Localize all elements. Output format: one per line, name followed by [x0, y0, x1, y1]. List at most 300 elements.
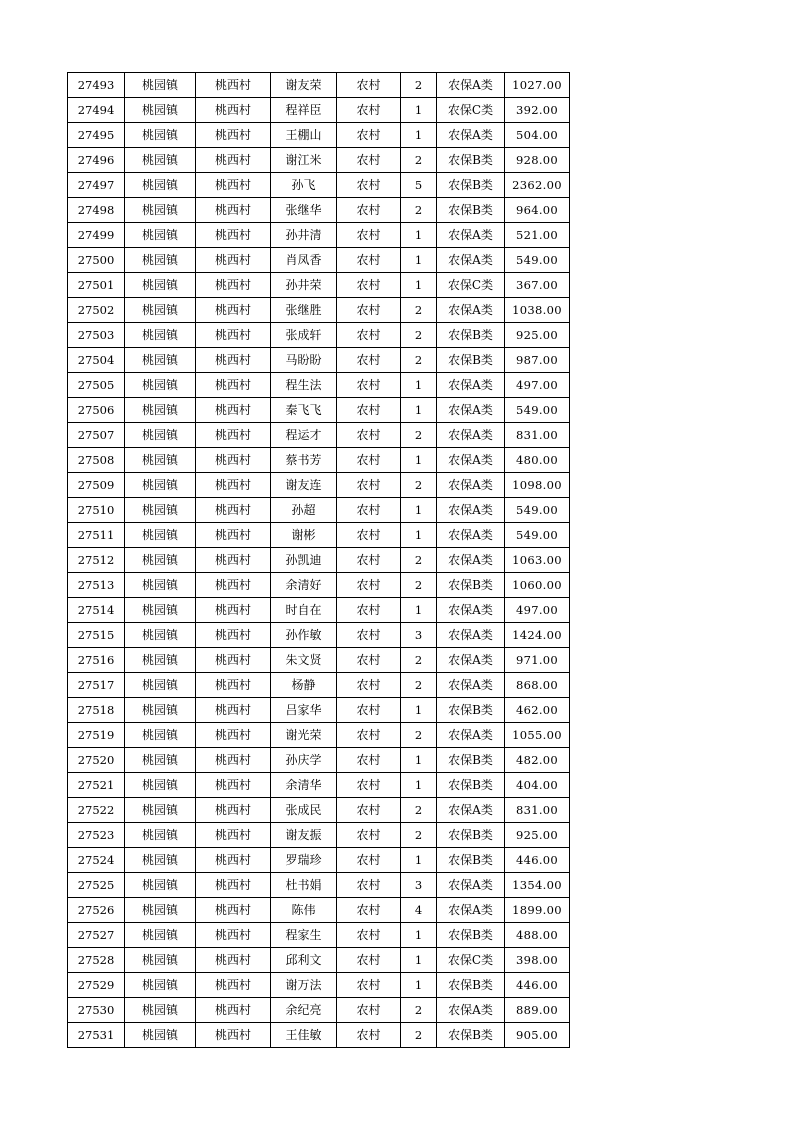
town-cell: 桃园镇: [125, 898, 196, 923]
person-name-cell: 蔡书芳: [271, 448, 337, 473]
town-cell: 桃园镇: [125, 173, 196, 198]
village-cell: 桃西村: [196, 673, 271, 698]
village-cell: 桃西村: [196, 573, 271, 598]
town-cell: 桃园镇: [125, 873, 196, 898]
member-count-cell: 1: [401, 973, 437, 998]
village-cell: 桃西村: [196, 198, 271, 223]
village-cell: 桃西村: [196, 723, 271, 748]
amount-cell: 889.00: [505, 998, 570, 1023]
household-type-cell: 农村: [337, 448, 401, 473]
village-cell: 桃西村: [196, 273, 271, 298]
town-cell: 桃园镇: [125, 348, 196, 373]
insurance-category-cell: 农保B类: [437, 823, 505, 848]
table-row: [68, 998, 570, 1023]
household-type-cell: 农村: [337, 98, 401, 123]
record-id-cell: 27530: [68, 998, 125, 1023]
table-row: [68, 923, 570, 948]
insurance-category-cell: 农保A类: [437, 73, 505, 98]
insurance-category-cell: 农保C类: [437, 273, 505, 298]
village-cell: 桃西村: [196, 873, 271, 898]
person-name-cell: 杨静: [271, 673, 337, 698]
record-id-cell: 27522: [68, 798, 125, 823]
town-cell: 桃园镇: [125, 148, 196, 173]
member-count-cell: 2: [401, 723, 437, 748]
town-cell: 桃园镇: [125, 948, 196, 973]
village-cell: 桃西村: [196, 748, 271, 773]
member-count-cell: 2: [401, 823, 437, 848]
amount-cell: 831.00: [505, 798, 570, 823]
town-cell: 桃园镇: [125, 423, 196, 448]
table-row: [68, 1023, 570, 1048]
person-name-cell: 程家生: [271, 923, 337, 948]
insurance-category-cell: 农保B类: [437, 348, 505, 373]
person-name-cell: 罗瑞珍: [271, 848, 337, 873]
town-cell: 桃园镇: [125, 573, 196, 598]
insurance-category-cell: 农保A类: [437, 648, 505, 673]
table-row: [68, 73, 570, 98]
person-name-cell: 时自在: [271, 598, 337, 623]
village-cell: 桃西村: [196, 448, 271, 473]
village-cell: 桃西村: [196, 623, 271, 648]
insurance-category-cell: 农保B类: [437, 748, 505, 773]
village-cell: 桃西村: [196, 773, 271, 798]
household-type-cell: 农村: [337, 548, 401, 573]
record-id-cell: 27515: [68, 623, 125, 648]
record-id-cell: 27497: [68, 173, 125, 198]
record-id-cell: 27510: [68, 498, 125, 523]
household-type-cell: 农村: [337, 623, 401, 648]
records-table: [67, 72, 570, 1048]
member-count-cell: 1: [401, 923, 437, 948]
record-id-cell: 27496: [68, 148, 125, 173]
person-name-cell: 肖凤香: [271, 248, 337, 273]
insurance-category-cell: 农保B类: [437, 1023, 505, 1048]
town-cell: 桃园镇: [125, 273, 196, 298]
member-count-cell: 5: [401, 173, 437, 198]
amount-cell: 497.00: [505, 598, 570, 623]
record-id-cell: 27529: [68, 973, 125, 998]
village-cell: 桃西村: [196, 348, 271, 373]
record-id-cell: 27507: [68, 423, 125, 448]
insurance-category-cell: 农保A类: [437, 248, 505, 273]
town-cell: 桃园镇: [125, 398, 196, 423]
town-cell: 桃园镇: [125, 623, 196, 648]
table-row: [68, 173, 570, 198]
household-type-cell: 农村: [337, 398, 401, 423]
village-cell: 桃西村: [196, 848, 271, 873]
insurance-category-cell: 农保C类: [437, 948, 505, 973]
amount-cell: 392.00: [505, 98, 570, 123]
person-name-cell: 谢光荣: [271, 723, 337, 748]
member-count-cell: 2: [401, 473, 437, 498]
member-count-cell: 1: [401, 448, 437, 473]
household-type-cell: 农村: [337, 73, 401, 98]
table-row: [68, 498, 570, 523]
record-id-cell: 27512: [68, 548, 125, 573]
village-cell: 桃西村: [196, 998, 271, 1023]
amount-cell: 482.00: [505, 748, 570, 773]
insurance-category-cell: 农保B类: [437, 698, 505, 723]
person-name-cell: 王佳敏: [271, 1023, 337, 1048]
insurance-category-cell: 农保A类: [437, 448, 505, 473]
insurance-category-cell: 农保A类: [437, 623, 505, 648]
record-id-cell: 27514: [68, 598, 125, 623]
village-cell: 桃西村: [196, 498, 271, 523]
member-count-cell: 1: [401, 948, 437, 973]
table-row: [68, 223, 570, 248]
member-count-cell: 3: [401, 623, 437, 648]
member-count-cell: 1: [401, 698, 437, 723]
insurance-category-cell: 农保A类: [437, 723, 505, 748]
record-id-cell: 27524: [68, 848, 125, 873]
insurance-category-cell: 农保A类: [437, 798, 505, 823]
village-cell: 桃西村: [196, 548, 271, 573]
record-id-cell: 27502: [68, 298, 125, 323]
record-id-cell: 27527: [68, 923, 125, 948]
village-cell: 桃西村: [196, 298, 271, 323]
household-type-cell: 农村: [337, 823, 401, 848]
town-cell: 桃园镇: [125, 723, 196, 748]
amount-cell: 367.00: [505, 273, 570, 298]
village-cell: 桃西村: [196, 323, 271, 348]
household-type-cell: 农村: [337, 698, 401, 723]
household-type-cell: 农村: [337, 898, 401, 923]
record-id-cell: 27519: [68, 723, 125, 748]
amount-cell: 521.00: [505, 223, 570, 248]
record-id-cell: 27511: [68, 523, 125, 548]
insurance-category-cell: 农保A类: [437, 548, 505, 573]
member-count-cell: 1: [401, 98, 437, 123]
member-count-cell: 1: [401, 248, 437, 273]
table-row: [68, 398, 570, 423]
member-count-cell: 2: [401, 1023, 437, 1048]
record-id-cell: 27523: [68, 823, 125, 848]
table-row: [68, 548, 570, 573]
amount-cell: 549.00: [505, 248, 570, 273]
table-row: [68, 198, 570, 223]
person-name-cell: 谢江米: [271, 148, 337, 173]
amount-cell: 497.00: [505, 373, 570, 398]
member-count-cell: 2: [401, 423, 437, 448]
table-row: [68, 373, 570, 398]
record-id-cell: 27521: [68, 773, 125, 798]
village-cell: 桃西村: [196, 223, 271, 248]
person-name-cell: 张成轩: [271, 323, 337, 348]
person-name-cell: 王棚山: [271, 123, 337, 148]
person-name-cell: 朱文贤: [271, 648, 337, 673]
village-cell: 桃西村: [196, 423, 271, 448]
person-name-cell: 孙凯迪: [271, 548, 337, 573]
household-type-cell: 农村: [337, 473, 401, 498]
amount-cell: 404.00: [505, 773, 570, 798]
insurance-category-cell: 农保B类: [437, 198, 505, 223]
village-cell: 桃西村: [196, 473, 271, 498]
household-type-cell: 农村: [337, 923, 401, 948]
household-type-cell: 农村: [337, 773, 401, 798]
amount-cell: 868.00: [505, 673, 570, 698]
record-id-cell: 27531: [68, 1023, 125, 1048]
record-id-cell: 27508: [68, 448, 125, 473]
insurance-category-cell: 农保B类: [437, 323, 505, 348]
member-count-cell: 3: [401, 873, 437, 898]
village-cell: 桃西村: [196, 798, 271, 823]
record-id-cell: 27499: [68, 223, 125, 248]
insurance-category-cell: 农保B类: [437, 923, 505, 948]
amount-cell: 1424.00: [505, 623, 570, 648]
insurance-category-cell: 农保B类: [437, 173, 505, 198]
table-row: [68, 523, 570, 548]
person-name-cell: 谢友连: [271, 473, 337, 498]
town-cell: 桃园镇: [125, 473, 196, 498]
person-name-cell: 谢友振: [271, 823, 337, 848]
member-count-cell: 2: [401, 348, 437, 373]
household-type-cell: 农村: [337, 173, 401, 198]
amount-cell: 549.00: [505, 398, 570, 423]
town-cell: 桃园镇: [125, 673, 196, 698]
amount-cell: 1063.00: [505, 548, 570, 573]
insurance-category-cell: 农保A类: [437, 898, 505, 923]
insurance-category-cell: 农保A类: [437, 123, 505, 148]
member-count-cell: 2: [401, 573, 437, 598]
amount-cell: 971.00: [505, 648, 570, 673]
insurance-category-cell: 农保A类: [437, 523, 505, 548]
village-cell: 桃西村: [196, 923, 271, 948]
village-cell: 桃西村: [196, 398, 271, 423]
table-row: [68, 323, 570, 348]
record-id-cell: 27516: [68, 648, 125, 673]
person-name-cell: 杜书娟: [271, 873, 337, 898]
amount-cell: 925.00: [505, 323, 570, 348]
amount-cell: 1055.00: [505, 723, 570, 748]
town-cell: 桃园镇: [125, 798, 196, 823]
household-type-cell: 农村: [337, 798, 401, 823]
insurance-category-cell: 农保A类: [437, 998, 505, 1023]
person-name-cell: 程运才: [271, 423, 337, 448]
town-cell: 桃园镇: [125, 648, 196, 673]
member-count-cell: 1: [401, 398, 437, 423]
table-row: [68, 623, 570, 648]
household-type-cell: 农村: [337, 598, 401, 623]
town-cell: 桃园镇: [125, 773, 196, 798]
records-body: [68, 73, 570, 1048]
amount-cell: 504.00: [505, 123, 570, 148]
household-type-cell: 农村: [337, 323, 401, 348]
person-name-cell: 程生法: [271, 373, 337, 398]
member-count-cell: 2: [401, 648, 437, 673]
household-type-cell: 农村: [337, 348, 401, 373]
insurance-category-cell: 农保B类: [437, 773, 505, 798]
insurance-category-cell: 农保B类: [437, 973, 505, 998]
person-name-cell: 陈伟: [271, 898, 337, 923]
member-count-cell: 1: [401, 498, 437, 523]
table-row: [68, 423, 570, 448]
table-row: [68, 973, 570, 998]
person-name-cell: 秦飞飞: [271, 398, 337, 423]
member-count-cell: 1: [401, 598, 437, 623]
household-type-cell: 农村: [337, 273, 401, 298]
person-name-cell: 余清华: [271, 773, 337, 798]
table-row: [68, 648, 570, 673]
town-cell: 桃园镇: [125, 548, 196, 573]
record-id-cell: 27493: [68, 73, 125, 98]
town-cell: 桃园镇: [125, 98, 196, 123]
person-name-cell: 马盼盼: [271, 348, 337, 373]
town-cell: 桃园镇: [125, 998, 196, 1023]
household-type-cell: 农村: [337, 573, 401, 598]
village-cell: 桃西村: [196, 1023, 271, 1048]
village-cell: 桃西村: [196, 173, 271, 198]
table-row: [68, 773, 570, 798]
insurance-category-cell: 农保C类: [437, 98, 505, 123]
table-row: [68, 248, 570, 273]
town-cell: 桃园镇: [125, 973, 196, 998]
household-type-cell: 农村: [337, 1023, 401, 1048]
person-name-cell: 张继胜: [271, 298, 337, 323]
person-name-cell: 孙作敏: [271, 623, 337, 648]
amount-cell: 549.00: [505, 498, 570, 523]
person-name-cell: 孙井荣: [271, 273, 337, 298]
table-row: [68, 123, 570, 148]
table-row: [68, 473, 570, 498]
town-cell: 桃园镇: [125, 748, 196, 773]
record-id-cell: 27525: [68, 873, 125, 898]
member-count-cell: 1: [401, 848, 437, 873]
record-id-cell: 27505: [68, 373, 125, 398]
record-id-cell: 27501: [68, 273, 125, 298]
village-cell: 桃西村: [196, 73, 271, 98]
table-row: [68, 798, 570, 823]
person-name-cell: 孙庆学: [271, 748, 337, 773]
town-cell: 桃园镇: [125, 123, 196, 148]
person-name-cell: 余纪亮: [271, 998, 337, 1023]
record-id-cell: 27498: [68, 198, 125, 223]
record-id-cell: 27504: [68, 348, 125, 373]
table-row: [68, 823, 570, 848]
village-cell: 桃西村: [196, 823, 271, 848]
insurance-category-cell: 农保B类: [437, 573, 505, 598]
amount-cell: 925.00: [505, 823, 570, 848]
amount-cell: 1038.00: [505, 298, 570, 323]
amount-cell: 446.00: [505, 848, 570, 873]
household-type-cell: 农村: [337, 248, 401, 273]
village-cell: 桃西村: [196, 598, 271, 623]
household-type-cell: 农村: [337, 848, 401, 873]
member-count-cell: 2: [401, 548, 437, 573]
record-id-cell: 27495: [68, 123, 125, 148]
amount-cell: 831.00: [505, 423, 570, 448]
village-cell: 桃西村: [196, 148, 271, 173]
household-type-cell: 农村: [337, 198, 401, 223]
table-row: [68, 573, 570, 598]
town-cell: 桃园镇: [125, 498, 196, 523]
insurance-category-cell: 农保A类: [437, 598, 505, 623]
person-name-cell: 孙超: [271, 498, 337, 523]
town-cell: 桃园镇: [125, 373, 196, 398]
member-count-cell: 2: [401, 148, 437, 173]
amount-cell: 1098.00: [505, 473, 570, 498]
amount-cell: 1027.00: [505, 73, 570, 98]
table-row: [68, 723, 570, 748]
insurance-category-cell: 农保A类: [437, 498, 505, 523]
household-type-cell: 农村: [337, 948, 401, 973]
town-cell: 桃园镇: [125, 598, 196, 623]
person-name-cell: 余清好: [271, 573, 337, 598]
household-type-cell: 农村: [337, 223, 401, 248]
member-count-cell: 1: [401, 373, 437, 398]
town-cell: 桃园镇: [125, 923, 196, 948]
person-name-cell: 孙井清: [271, 223, 337, 248]
town-cell: 桃园镇: [125, 848, 196, 873]
town-cell: 桃园镇: [125, 298, 196, 323]
record-id-cell: 27506: [68, 398, 125, 423]
table-row: [68, 898, 570, 923]
member-count-cell: 2: [401, 798, 437, 823]
household-type-cell: 农村: [337, 523, 401, 548]
amount-cell: 480.00: [505, 448, 570, 473]
household-type-cell: 农村: [337, 498, 401, 523]
member-count-cell: 1: [401, 273, 437, 298]
member-count-cell: 2: [401, 998, 437, 1023]
person-name-cell: 吕家华: [271, 698, 337, 723]
village-cell: 桃西村: [196, 373, 271, 398]
table-row: [68, 748, 570, 773]
member-count-cell: 2: [401, 73, 437, 98]
table-row: [68, 848, 570, 873]
record-id-cell: 27500: [68, 248, 125, 273]
town-cell: 桃园镇: [125, 523, 196, 548]
amount-cell: 1354.00: [505, 873, 570, 898]
insurance-category-cell: 农保A类: [437, 873, 505, 898]
record-id-cell: 27526: [68, 898, 125, 923]
village-cell: 桃西村: [196, 898, 271, 923]
village-cell: 桃西村: [196, 98, 271, 123]
person-name-cell: 谢万法: [271, 973, 337, 998]
insurance-category-cell: 农保A类: [437, 423, 505, 448]
record-id-cell: 27528: [68, 948, 125, 973]
amount-cell: 446.00: [505, 973, 570, 998]
town-cell: 桃园镇: [125, 823, 196, 848]
amount-cell: 905.00: [505, 1023, 570, 1048]
member-count-cell: 2: [401, 673, 437, 698]
member-count-cell: 1: [401, 523, 437, 548]
person-name-cell: 张继华: [271, 198, 337, 223]
amount-cell: 462.00: [505, 698, 570, 723]
person-name-cell: 谢彬: [271, 523, 337, 548]
village-cell: 桃西村: [196, 973, 271, 998]
person-name-cell: 张成民: [271, 798, 337, 823]
town-cell: 桃园镇: [125, 323, 196, 348]
table-row: [68, 873, 570, 898]
table-row: [68, 348, 570, 373]
household-type-cell: 农村: [337, 873, 401, 898]
town-cell: 桃园镇: [125, 198, 196, 223]
household-type-cell: 农村: [337, 123, 401, 148]
insurance-category-cell: 农保B类: [437, 148, 505, 173]
village-cell: 桃西村: [196, 248, 271, 273]
record-id-cell: 27503: [68, 323, 125, 348]
person-name-cell: 孙飞: [271, 173, 337, 198]
amount-cell: 1060.00: [505, 573, 570, 598]
amount-cell: 488.00: [505, 923, 570, 948]
town-cell: 桃园镇: [125, 698, 196, 723]
table-row: [68, 673, 570, 698]
household-type-cell: 农村: [337, 423, 401, 448]
amount-cell: 928.00: [505, 148, 570, 173]
amount-cell: 1899.00: [505, 898, 570, 923]
town-cell: 桃园镇: [125, 448, 196, 473]
household-type-cell: 农村: [337, 723, 401, 748]
household-type-cell: 农村: [337, 648, 401, 673]
